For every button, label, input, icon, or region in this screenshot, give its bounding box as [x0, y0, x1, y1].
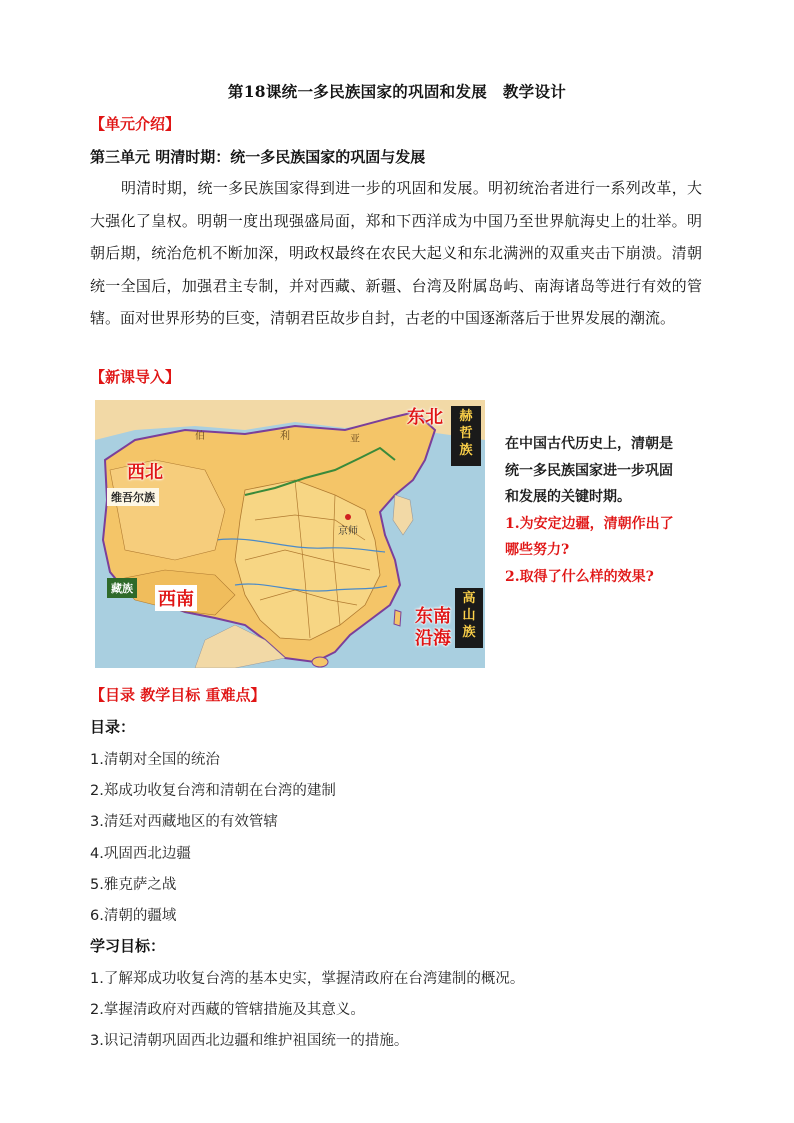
section-toc-goals: 【目录 教学目标 重难点】	[90, 686, 266, 704]
map-label-li: 利	[280, 431, 290, 442]
goal-item: 3.识记清朝巩固西北边疆和维护祖国统一的措施。	[90, 1033, 409, 1049]
qing-dynasty-map	[95, 400, 485, 668]
intro-paragraph: 明清时期，统一多民族国家得到进一步的巩固和发展。明初统治者进行一系列改革，大大强化了皇权。明朝一度出现强盛局面，郑和下西洋成为中国乃至世界航海史上的壮举。明朝后期，统治危机不断加深，明政权最终在农民大起义和东北满洲的双重夹击下崩溃。清朝统一全国后，加强君主专制，并对西藏、新疆、台湾及附属岛屿、南海诸岛等进行有效的管辖。面对世界形势的巨变，清朝君臣故步自封，古老的中国逐渐落后于世界发展的潮流。	[90, 179, 702, 327]
section-new-lesson: 【新课导入】	[90, 368, 181, 386]
side-intro-text	[505, 431, 674, 590]
toc-item: 2.郑成功收复台湾和清朝在台湾的建制	[90, 783, 336, 799]
map-label-ya: 亚	[350, 434, 360, 445]
side-line-2: 统一多民族国家进一步巩固	[505, 462, 673, 479]
goal-item: 1.了解郑成功收复台湾的基本史实，掌握清政府在台湾建制的概况。	[90, 971, 525, 987]
map-region-southeast-line-2: 沿海	[415, 628, 451, 649]
side-question-2: 2.取得了什么样的效果?	[505, 568, 654, 585]
map-tag-gaoshan-char-2: 山	[462, 608, 476, 623]
toc-item: 6.清朝的疆域	[90, 908, 177, 924]
toc-item: 3.清廷对西藏地区的有效管辖	[90, 814, 278, 830]
side-line-3: 和发展的关键时期。	[505, 489, 631, 505]
goals-label: 学习目标：	[90, 937, 166, 955]
map-tag-hezhe	[451, 406, 481, 466]
section-unit-intro: 【单元介绍】	[90, 115, 181, 133]
map-region-southeast-coast	[415, 606, 451, 650]
map-region-northeast: 东北	[407, 407, 443, 428]
toc-item: 1.清朝对全国的统治	[90, 752, 220, 768]
goal-item: 2.掌握清政府对西藏的管辖措施及其意义。	[90, 1002, 365, 1018]
map-label-bo: 伯	[195, 431, 205, 442]
map-tag-gaoshan-char-1: 高	[462, 591, 476, 606]
toc-label: 目录：	[90, 718, 136, 736]
map-tag-hezhe-char-3: 族	[459, 443, 473, 458]
map-tag-hezhe-char-2: 哲	[459, 426, 473, 441]
unit-heading: 第三单元 明清时期：统一多民族国家的巩固与发展	[90, 148, 426, 166]
side-question-1a: 1.为安定边疆，清朝作出了	[505, 515, 674, 532]
map-tag-hezhe-char-1: 赫	[459, 409, 473, 424]
side-line-1: 在中国古代历史上，清朝是	[505, 436, 673, 452]
map-region-northwest: 西北	[127, 462, 163, 483]
map-tag-gaoshan	[455, 588, 483, 648]
map-tag-gaoshan-char-3: 族	[462, 625, 476, 640]
map-tag-tibetan: 藏族	[107, 578, 137, 598]
side-question-1b: 哪些努力?	[505, 542, 570, 558]
toc-item: 4.巩固西北边疆	[90, 846, 191, 862]
toc-item: 5.雅克萨之战	[90, 877, 177, 893]
page-title: 第18课统一多民族国家的巩固和发展 教学设计	[227, 82, 567, 101]
map-tag-uyghur: 维吾尔族	[107, 488, 159, 506]
map-label-jingshi: 京师	[338, 526, 358, 537]
map-region-southeast-line-1: 东南	[415, 606, 451, 627]
map-region-southwest: 西南	[155, 585, 197, 611]
